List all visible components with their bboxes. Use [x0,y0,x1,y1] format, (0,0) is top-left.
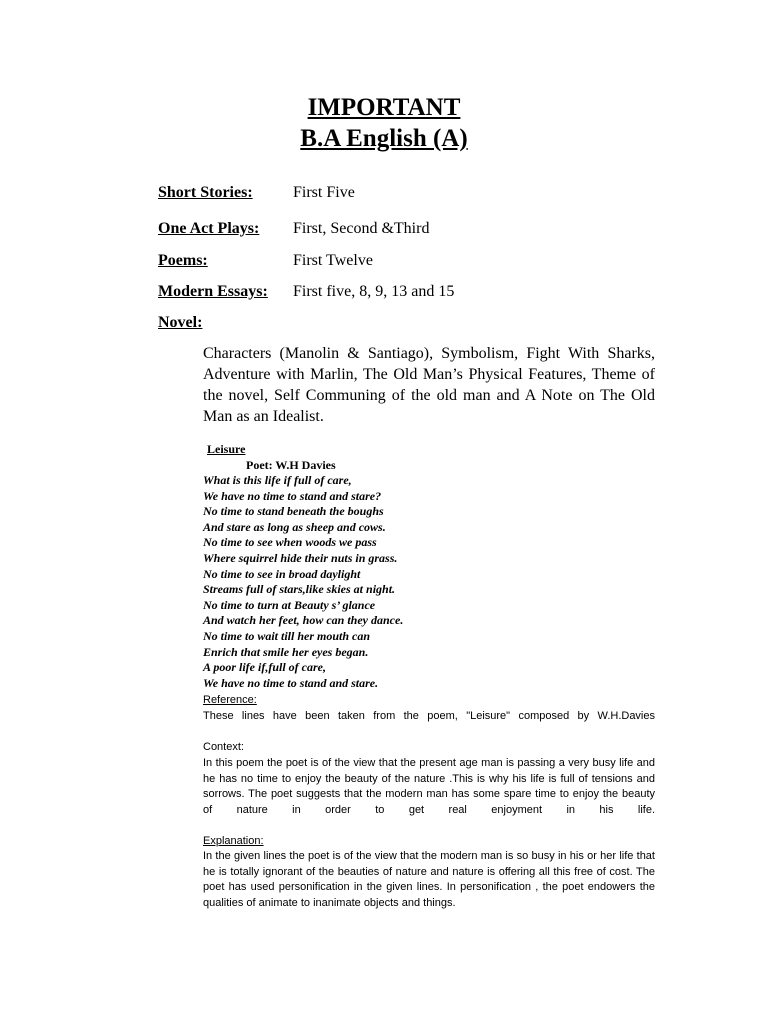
page-title: IMPORTANT [307,94,461,121]
poem-poet: Poet: W.H Davies [246,458,336,472]
poem-title: Leisure [207,442,246,456]
poem-line: We have no time to stand and stare. [203,675,379,690]
syllabus-label: Short Stories: [158,184,253,201]
reference-heading: Reference: [203,694,257,706]
poem-line: We have no time to stand and stare? [203,488,382,503]
novel-description: Characters (Manolin & Santiago), Symbolism, Fight With Sharks, Adventure with Marlin, The Old Man’s Physical Features, Theme of the novel, Self Communing of the old man and A Note on The Old Man as an Idealist. [203,345,655,425]
poem-line: No time to turn at Beauty s’ glance [203,597,376,612]
poem-lines [203,473,403,691]
poem-line: And stare as long as sheep and cows. [203,519,386,534]
syllabus-label: One Act Plays: [158,220,260,237]
poem-line: And watch her feet, how can they dance. [203,613,404,628]
poem-line: No time to wait till her mouth can [203,628,371,643]
syllabus-value: First Five [293,184,355,201]
syllabus-label: Modern Essays: [158,283,268,300]
page-subtitle: B.A English (A) [300,125,468,152]
poem-line: A poor life if,full of care, [203,660,326,675]
explanation-heading: Explanation: [203,835,264,847]
syllabus-value: First five, 8, 9, 13 and 15 [293,283,455,300]
poem-line: Where squirrel hide their nuts in grass. [203,550,398,565]
explanation-text: In the given lines the poet is of the view that the modern man is so busy in his or her life that he is totally ignorant of the beauties of nature and nature is offering all this free of cost. The poet has used personification in the given lines. In personification , the poet endowers the qualities of animate to inanimate objects and things. [203,850,655,909]
syllabus-label: Poems: [158,252,208,269]
context-text: In this poem the poet is of the view that the present age man is passing a very busy life and he has no time to enjoy the beauty of the nature .This is why his life is full of tensions and sorrows. The poet suggests that the modern man has some spare time to enjoy the beauty of nature in order to get real enjoyment in his life. [203,757,655,816]
syllabus-value: First Twelve [293,252,373,269]
poem-line: Streams full of stars,like skies at night. [203,582,396,597]
poem-line: Enrich that smile her eyes began. [203,644,369,659]
poem-line: No time to stand beneath the boughs [203,504,384,519]
poem-line: No time to see when woods we pass [203,535,377,550]
context-heading: Context: [203,741,244,753]
poem-line: No time to see in broad daylight [203,566,361,581]
syllabus-value: First, Second &Third [293,220,430,237]
reference-text: These lines have been taken from the poem, "Leisure" composed by W.H.Davies [203,710,655,722]
novel-label: Novel: [158,314,203,331]
poem-line: What is this life if full of care, [203,473,352,487]
